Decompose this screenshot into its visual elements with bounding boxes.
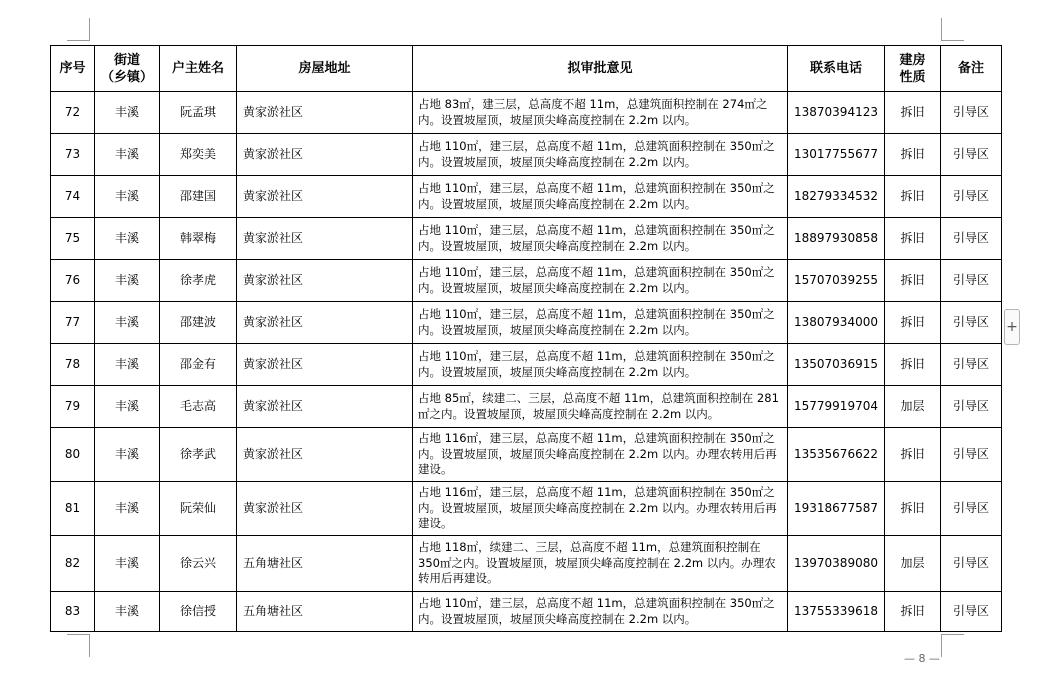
approval-opinion-cell: 占地 110㎡，建三层，总高度不超 11m，总建筑面积控制在 350㎡之内。设置坡屋顶，坡屋顶尖峰高度控制在 2.2m 以内。: [413, 176, 788, 218]
table-row: [51, 482, 1002, 536]
phone-cell: 19318677587: [788, 482, 885, 536]
phone-cell: 13755339618: [788, 592, 885, 632]
address-cell: 黄家淤社区: [237, 176, 413, 218]
header-cell: 序号: [51, 46, 95, 92]
note-cell: 引导区: [941, 92, 1002, 134]
street-cell: 丰溪: [95, 344, 160, 386]
row-number-cell: 80: [51, 428, 95, 482]
approval-table: [50, 45, 1002, 632]
row-number-cell: 82: [51, 536, 95, 592]
owner-name-cell: 毛志高: [160, 386, 237, 428]
note-cell: 引导区: [941, 260, 1002, 302]
street-cell: 丰溪: [95, 176, 160, 218]
row-number-cell: 76: [51, 260, 95, 302]
build-type-cell: 拆旧: [885, 260, 941, 302]
build-type-cell: 加层: [885, 536, 941, 592]
crop-mark-bottom-left: [67, 634, 90, 657]
note-cell: 引导区: [941, 344, 1002, 386]
plus-icon: +: [1006, 319, 1018, 335]
row-number-cell: 78: [51, 344, 95, 386]
street-cell: 丰溪: [95, 260, 160, 302]
owner-name-cell: 徐云兴: [160, 536, 237, 592]
phone-cell: 13807934000: [788, 302, 885, 344]
header-cell: 房屋地址: [237, 46, 413, 92]
row-number-cell: 73: [51, 134, 95, 176]
table-header-row: [51, 46, 1002, 92]
phone-cell: 13970389080: [788, 536, 885, 592]
table-row: [51, 344, 1002, 386]
street-cell: 丰溪: [95, 92, 160, 134]
build-type-cell: 拆旧: [885, 302, 941, 344]
owner-name-cell: 韩翠梅: [160, 218, 237, 260]
header-cell: 户主姓名: [160, 46, 237, 92]
owner-name-cell: 邵建国: [160, 176, 237, 218]
approval-opinion-cell: 占地 110㎡，建三层，总高度不超 11m，总建筑面积控制在 350㎡之内。设置坡屋顶，坡屋顶尖峰高度控制在 2.2m 以内。: [413, 344, 788, 386]
address-cell: 五角塘社区: [237, 592, 413, 632]
address-cell: 黄家淤社区: [237, 134, 413, 176]
table-row: [51, 428, 1002, 482]
header-cell: 街道 （乡镇）: [95, 46, 160, 92]
row-number-cell: 74: [51, 176, 95, 218]
street-cell: 丰溪: [95, 134, 160, 176]
street-cell: 丰溪: [95, 218, 160, 260]
build-type-cell: 拆旧: [885, 134, 941, 176]
approval-opinion-cell: 占地 85㎡，续建二、三层，总高度不超 11m，总建筑面积控制在 281㎡之内。设置坡屋顶，坡屋顶尖峰高度控制在 2.2m 以内。: [413, 386, 788, 428]
owner-name-cell: 邵金有: [160, 344, 237, 386]
owner-name-cell: 阮孟琪: [160, 92, 237, 134]
build-type-cell: 拆旧: [885, 428, 941, 482]
phone-cell: 13507036915: [788, 344, 885, 386]
table-row: [51, 218, 1002, 260]
street-cell: 丰溪: [95, 302, 160, 344]
table-row: [51, 386, 1002, 428]
approval-opinion-cell: 占地 110㎡，建三层，总高度不超 11m，总建筑面积控制在 350㎡之内。设置坡屋顶，坡屋顶尖峰高度控制在 2.2m 以内。: [413, 260, 788, 302]
phone-cell: 13535676622: [788, 428, 885, 482]
street-cell: 丰溪: [95, 482, 160, 536]
address-cell: 黄家淤社区: [237, 428, 413, 482]
header-cell: 备注: [941, 46, 1002, 92]
table-row: [51, 92, 1002, 134]
table-row: [51, 134, 1002, 176]
note-cell: 引导区: [941, 134, 1002, 176]
street-cell: 丰溪: [95, 428, 160, 482]
table-row: [51, 176, 1002, 218]
approval-opinion-cell: 占地 110㎡，建三层，总高度不超 11m，总建筑面积控制在 350㎡之内。设置坡屋顶，坡屋顶尖峰高度控制在 2.2m 以内。: [413, 592, 788, 632]
note-cell: 引导区: [941, 302, 1002, 344]
phone-cell: 13870394123: [788, 92, 885, 134]
phone-cell: 18897930858: [788, 218, 885, 260]
owner-name-cell: 徐孝武: [160, 428, 237, 482]
table-row: [51, 302, 1002, 344]
table-row: [51, 260, 1002, 302]
address-cell: 黄家淤社区: [237, 218, 413, 260]
row-number-cell: 83: [51, 592, 95, 632]
header-cell: 拟审批意见: [413, 46, 788, 92]
address-cell: 黄家淤社区: [237, 482, 413, 536]
phone-cell: 18279334532: [788, 176, 885, 218]
row-number-cell: 75: [51, 218, 95, 260]
expand-side-button[interactable]: [1004, 309, 1020, 345]
phone-cell: 13017755677: [788, 134, 885, 176]
address-cell: 黄家淤社区: [237, 92, 413, 134]
build-type-cell: 拆旧: [885, 218, 941, 260]
note-cell: 引导区: [941, 176, 1002, 218]
note-cell: 引导区: [941, 536, 1002, 592]
phone-cell: 15707039255: [788, 260, 885, 302]
approval-opinion-cell: 占地 116㎡，建三层，总高度不超 11m，总建筑面积控制在 350㎡之内。设置坡屋顶，坡屋顶尖峰高度控制在 2.2m 以内。办理农转用后再建设。: [413, 482, 788, 536]
phone-cell: 15779919704: [788, 386, 885, 428]
approval-opinion-cell: 占地 116㎡，建三层，总高度不超 11m，总建筑面积控制在 350㎡之内。设置坡屋顶，坡屋顶尖峰高度控制在 2.2m 以内。办理农转用后再建设。: [413, 428, 788, 482]
note-cell: 引导区: [941, 428, 1002, 482]
table-row: [51, 592, 1002, 632]
owner-name-cell: 徐孝虎: [160, 260, 237, 302]
approval-opinion-cell: 占地 118㎡，续建二、三层，总高度不超 11m，总建筑面积控制在 350㎡之内。设置坡屋顶，坡屋顶尖峰高度控制在 2.2m 以内。办理农转用后再建设。: [413, 536, 788, 592]
address-cell: 黄家淤社区: [237, 260, 413, 302]
build-type-cell: 拆旧: [885, 92, 941, 134]
note-cell: 引导区: [941, 592, 1002, 632]
header-cell: 联系电话: [788, 46, 885, 92]
address-cell: 黄家淤社区: [237, 344, 413, 386]
note-cell: 引导区: [941, 218, 1002, 260]
build-type-cell: 拆旧: [885, 482, 941, 536]
crop-mark-top-left: [67, 18, 90, 41]
build-type-cell: 加层: [885, 386, 941, 428]
street-cell: 丰溪: [95, 386, 160, 428]
approval-opinion-cell: 占地 83㎡，建三层，总高度不超 11m，总建筑面积控制在 274㎡之内。设置坡屋顶，坡屋顶尖峰高度控制在 2.2m 以内。: [413, 92, 788, 134]
row-number-cell: 72: [51, 92, 95, 134]
approval-opinion-cell: 占地 110㎡，建三层，总高度不超 11m，总建筑面积控制在 350㎡之内。设置坡屋顶，坡屋顶尖峰高度控制在 2.2m 以内。: [413, 302, 788, 344]
owner-name-cell: 徐信授: [160, 592, 237, 632]
street-cell: 丰溪: [95, 536, 160, 592]
note-cell: 引导区: [941, 482, 1002, 536]
address-cell: 黄家淤社区: [237, 302, 413, 344]
owner-name-cell: 郑奕美: [160, 134, 237, 176]
note-cell: 引导区: [941, 386, 1002, 428]
header-cell: 建房 性质: [885, 46, 941, 92]
approval-opinion-cell: 占地 110㎡，建三层，总高度不超 11m，总建筑面积控制在 350㎡之内。设置坡屋顶，坡屋顶尖峰高度控制在 2.2m 以内。: [413, 134, 788, 176]
table-row: [51, 536, 1002, 592]
street-cell: 丰溪: [95, 592, 160, 632]
owner-name-cell: 阮荣仙: [160, 482, 237, 536]
row-number-cell: 77: [51, 302, 95, 344]
build-type-cell: 拆旧: [885, 176, 941, 218]
row-number-cell: 79: [51, 386, 95, 428]
approval-opinion-cell: 占地 110㎡，建三层，总高度不超 11m，总建筑面积控制在 350㎡之内。设置坡屋顶，坡屋顶尖峰高度控制在 2.2m 以内。: [413, 218, 788, 260]
crop-mark-top-right: [941, 18, 964, 41]
address-cell: 五角塘社区: [237, 536, 413, 592]
build-type-cell: 拆旧: [885, 344, 941, 386]
build-type-cell: 拆旧: [885, 592, 941, 632]
owner-name-cell: 邵建波: [160, 302, 237, 344]
address-cell: 黄家淤社区: [237, 386, 413, 428]
page-number: — 8 —: [904, 652, 940, 665]
row-number-cell: 81: [51, 482, 95, 536]
crop-mark-bottom-right: [941, 634, 964, 657]
